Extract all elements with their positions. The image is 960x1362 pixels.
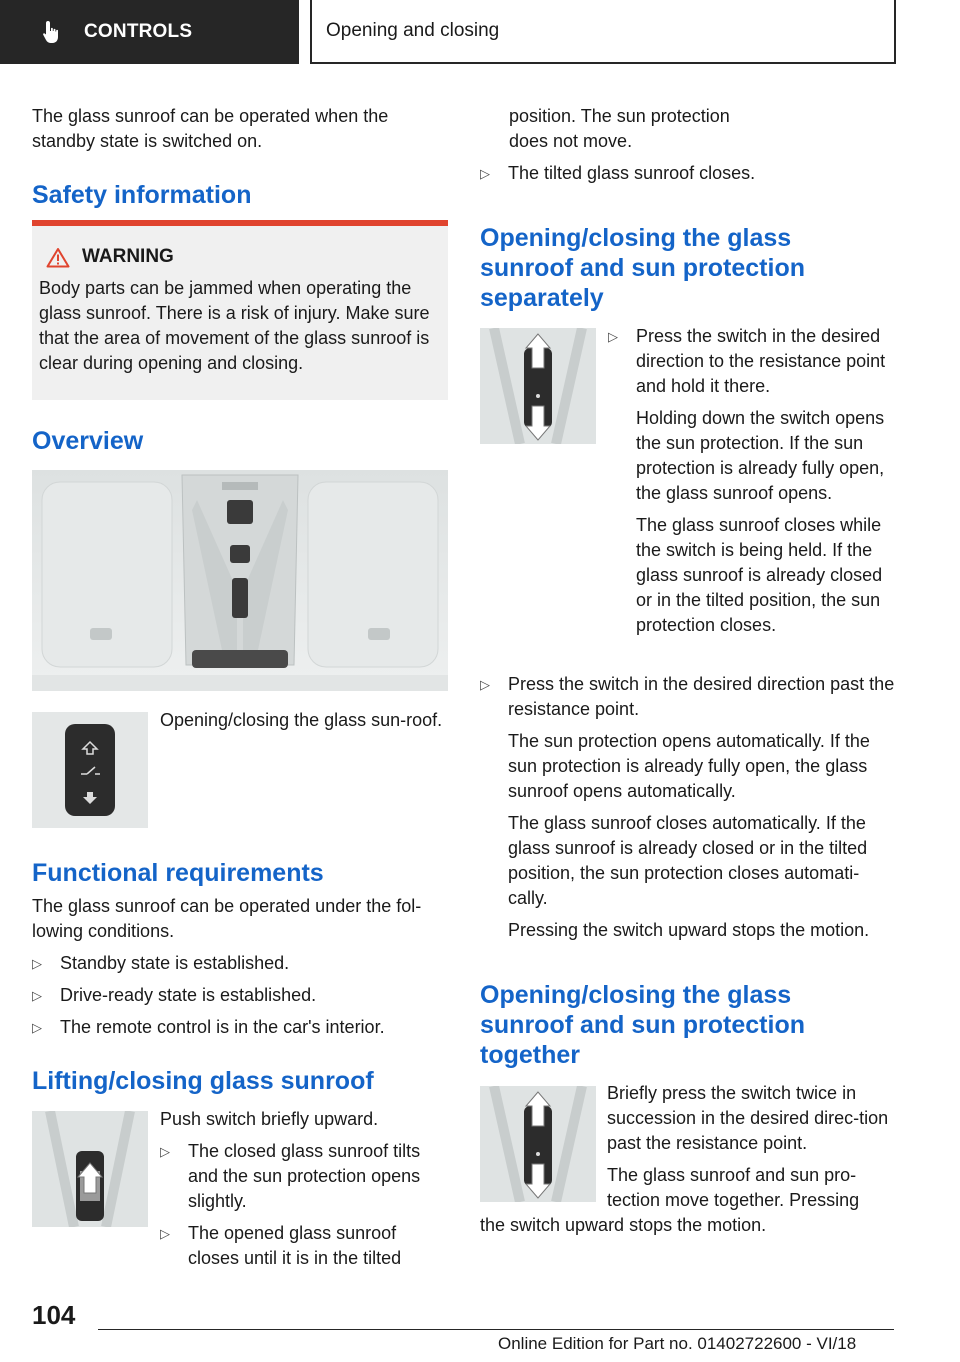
list-item-text: Press the switch in the desired direction past the resistance point. xyxy=(508,674,895,719)
heading-lifting-closing: Lifting/closing glass sunroof xyxy=(32,1067,374,1095)
switch-caption-text: Opening/closing the glass sun-roof. xyxy=(160,710,443,730)
heading-overview: Overview xyxy=(32,427,144,455)
chapter-title: Opening and closing xyxy=(326,20,500,41)
list-item-text: The remote control is in the car's interior. xyxy=(60,1017,385,1037)
warning-box xyxy=(32,220,448,400)
list-item-text: The closed glass sunroof tilts and the sun protection opens slightly. xyxy=(188,1141,421,1211)
bullet-triangle-icon: ▷ xyxy=(480,166,490,181)
list-item-text: Drive-ready state is established. xyxy=(60,985,317,1005)
warning-text: Body parts can be jammed when operating the glass sunroof. There is a risk of injury. Make sure that the area of movement of the glass sunroof is clear during opening and closing. xyxy=(39,278,430,373)
together-text-2a xyxy=(607,1163,897,1213)
heading-safety-information: Safety information xyxy=(32,181,252,209)
list-item xyxy=(480,161,896,186)
heading-together: Opening/closing the glass sunroof and sun protection together xyxy=(480,981,805,1069)
bullet-triangle-icon: ▷ xyxy=(480,677,490,692)
warning-title: WARNING xyxy=(82,246,174,267)
sunroof-switch-image xyxy=(32,712,148,828)
bullet-triangle-icon: ▷ xyxy=(608,329,618,344)
functional-requirements-body xyxy=(32,894,448,1040)
bullet-triangle-icon: ▷ xyxy=(160,1226,170,1241)
bullet-triangle-icon: ▷ xyxy=(160,1144,170,1159)
list-item xyxy=(32,951,448,976)
list-item-text: The opened glass sunroof closes until it is in the tilted xyxy=(188,1223,402,1268)
switch-caption xyxy=(160,708,448,733)
overview-roof-console-image xyxy=(32,470,448,691)
warning-header xyxy=(39,246,440,268)
separately-auto-list xyxy=(480,672,898,943)
heading-functional-requirements: Functional requirements xyxy=(32,859,324,887)
bullet-triangle-icon: ▷ xyxy=(32,1020,42,1035)
together-text-1 xyxy=(607,1081,897,1163)
footer-rule xyxy=(98,1329,894,1330)
separately-hold-list xyxy=(608,324,898,638)
warning-triangle-icon xyxy=(46,247,70,268)
header-chapter-tab xyxy=(310,0,896,64)
heading-separately: Opening/closing the glass sunroof and sun protection separately xyxy=(480,224,805,312)
continued-text: position. The sun protection does not move. xyxy=(509,106,730,151)
lift-body xyxy=(160,1107,448,1271)
list-item-text: Standby state is established. xyxy=(60,953,290,973)
list-item-text: The tilted glass sunroof closes. xyxy=(508,163,756,183)
func-intro-text: The glass sunroof can be operated under the fol-lowing conditions. xyxy=(32,896,422,941)
section-title: CONTROLS xyxy=(84,21,193,42)
sep-paragraph: The sun protection opens automatically. If the sun protection is already fully open, the glass sunroof opens automatically. xyxy=(508,731,870,801)
list-item xyxy=(160,1139,448,1214)
list-item xyxy=(480,672,898,722)
together-paragraph: The glass sunroof and sun pro-tection move together. Pressing xyxy=(607,1165,860,1210)
together-switch-image xyxy=(480,1086,596,1202)
intro-text: The glass sunroof can be operated when the standby state is switched on. xyxy=(32,106,389,151)
sep-paragraph: The glass sunroof closes while the switch is being held. If the glass sunroof is already closed or in the tilted position, the sun protection closes. xyxy=(636,515,883,635)
list-item-text: Press the switch in the desired direction to the resistance point and hold it there. xyxy=(636,326,886,396)
list-item xyxy=(32,983,448,1008)
header-section-tab xyxy=(0,0,299,64)
sep-paragraph: The glass sunroof closes automatically. If the glass sunroof is already closed or in the tilted position, the sun protection closes automati-cally. xyxy=(508,813,868,908)
hand-pointer-icon xyxy=(42,20,62,44)
intro-paragraph xyxy=(32,104,448,154)
page-number: 104 xyxy=(32,1300,76,1330)
bullet-triangle-icon: ▷ xyxy=(32,988,42,1003)
lift-switch-image xyxy=(32,1111,148,1227)
sep-paragraph: Pressing the switch upward stops the motion. xyxy=(508,920,870,940)
footer-edition: Online Edition for Part no. 01402722600 - VI/18 xyxy=(498,1334,857,1353)
together-text-2b: the switch upward stops the motion. xyxy=(480,1215,767,1235)
sep-paragraph: Holding down the switch opens the sun protection. If the sun protection is already fully open, the glass sunroof opens. xyxy=(636,408,885,503)
lift-intro-text: Push switch briefly upward. xyxy=(160,1109,379,1129)
list-item xyxy=(608,324,898,399)
bullet-triangle-icon: ▷ xyxy=(32,956,42,971)
together-paragraph: Briefly press the switch twice in succession in the desired direc-tion past the resistance point. xyxy=(607,1083,889,1153)
separate-switch-image xyxy=(480,328,596,444)
list-item xyxy=(160,1221,448,1271)
list-item xyxy=(32,1015,448,1040)
continued-list xyxy=(480,104,896,186)
